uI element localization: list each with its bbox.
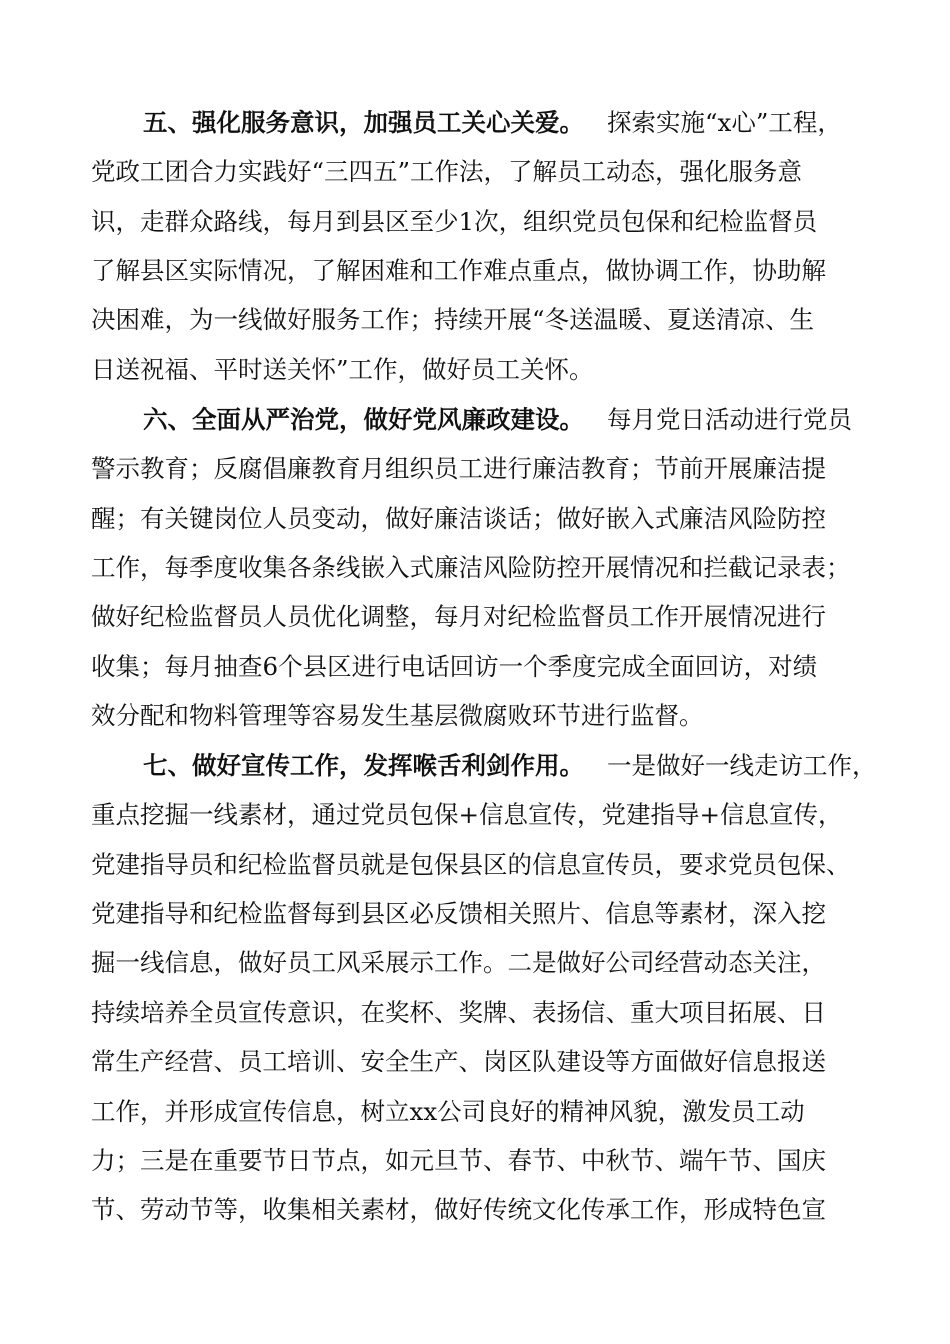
- paragraph-6-line-7: [0, 691, 950, 741]
- paragraph-6-text-2: 警示教育；反腐倡廉教育月组织员工进行廉洁教育；节前开展廉洁提: [91, 454, 826, 483]
- paragraph-7-line-6: [0, 988, 950, 1038]
- paragraph-7-text-6: 持续培养全员宣传意识，在奖杯、奖牌、表扬信、重大项目拓展、日: [91, 998, 826, 1027]
- paragraph-6-line-6: [0, 642, 950, 692]
- paragraph-7-line-1: [0, 741, 950, 791]
- paragraph-5-line-1: [0, 98, 950, 148]
- paragraph-7-line-8: [0, 1087, 950, 1137]
- paragraph-7-text-4: 党建指导和纪检监督每到县区必反馈相关照片、信息等素材，深入挖: [91, 899, 826, 928]
- paragraph-6-line-2: [0, 444, 950, 494]
- paragraph-7-line-7: [0, 1037, 950, 1087]
- paragraph-6-line-1: [0, 395, 950, 445]
- paragraph-6-line-3: [0, 494, 950, 544]
- paragraph-5-text-2: 党政工团合力实践好“三四五”工作法，了解员工动态，强化服务意: [91, 157, 803, 186]
- paragraph-6-text-4: 工作，每季度收集各条线嵌入式廉洁风险防控开展情况和拦截记录表；: [91, 553, 851, 582]
- paragraph-5-line-3: [0, 197, 950, 247]
- paragraph-7-text-9: 力；三是在重要节日节点，如元旦节、春节、中秋节、端午节、国庆: [91, 1146, 826, 1175]
- paragraph-5-text-3: 识，走群众路线，每月到县区至少1次，组织党员包保和纪检监督员: [91, 207, 818, 236]
- paragraph-6-text-5: 做好纪检监督员人员优化调整，每月对纪检监督员工作开展情况进行: [91, 602, 826, 631]
- paragraph-7-line-2: [0, 790, 950, 840]
- paragraph-6-line-4: [0, 543, 950, 593]
- paragraph-5-line-6: [0, 345, 950, 395]
- paragraph-7-line-3: [0, 840, 950, 890]
- paragraph-7-heading: 七、做好宣传工作，发挥喉舌利剑作用。: [143, 751, 584, 780]
- paragraph-7-line-10: [0, 1185, 950, 1235]
- paragraph-5-line-2: [0, 147, 950, 197]
- paragraph-7-text-1: 一是做好一线走访工作，: [607, 751, 877, 780]
- paragraph-5-line-4: [0, 246, 950, 296]
- paragraph-5-text-5: 决困难，为一线做好服务工作；持续开展“冬送温暖、夏送清凉、生: [91, 305, 815, 334]
- paragraph-7-line-9: [0, 1136, 950, 1186]
- paragraph-6-line-5: [0, 592, 950, 642]
- paragraph-7-line-4: [0, 889, 950, 939]
- paragraph-6-text-3: 醒；有关键岗位人员变动，做好廉洁谈话；做好嵌入式廉洁风险防控: [91, 504, 826, 533]
- paragraph-7-text-8: 工作，并形成宣传信息，树立xx公司良好的精神风貌，激发员工动: [91, 1097, 805, 1126]
- paragraph-7-text-2: 重点挖掘一线素材，通过党员包保+信息宣传，党建指导+信息宣传，: [91, 800, 843, 829]
- paragraph-6-text-6: 收集；每月抽查6个县区进行电话回访一个季度完成全面回访，对绩: [91, 652, 818, 681]
- paragraph-7-text-5: 掘一线信息，做好员工风采展示工作。二是做好公司经营动态关注，: [91, 948, 826, 977]
- paragraph-5-text-4: 了解县区实际情况，了解困难和工作难点重点，做协调工作，协助解: [91, 256, 826, 285]
- paragraph-5-text-6: 日送祝福、平时送关怀”工作，做好员工关怀。: [91, 355, 594, 384]
- paragraph-5-line-5: [0, 295, 950, 345]
- paragraph-7-line-5: [0, 938, 950, 988]
- paragraph-7-text-10: 节、劳动节等，收集相关素材，做好传统文化传承工作，形成特色宣: [91, 1195, 826, 1224]
- paragraph-5-text-1: 探索实施“x心”工程，: [607, 108, 842, 137]
- paragraph-6-text-1: 每月党日活动进行党员: [607, 405, 852, 434]
- paragraph-5-heading: 五、强化服务意识，加强员工关心关爱。: [143, 108, 584, 137]
- paragraph-7-text-3: 党建指导员和纪检监督员就是包保县区的信息宣传员，要求党员包保、: [91, 850, 851, 879]
- paragraph-6-text-7: 效分配和物料管理等容易发生基层微腐败环节进行监督。: [91, 701, 704, 730]
- paragraph-6-heading: 六、全面从严治党，做好党风廉政建设。: [143, 405, 584, 434]
- paragraph-7-text-7: 常生产经营、员工培训、安全生产、岗区队建设等方面做好信息报送: [91, 1047, 826, 1076]
